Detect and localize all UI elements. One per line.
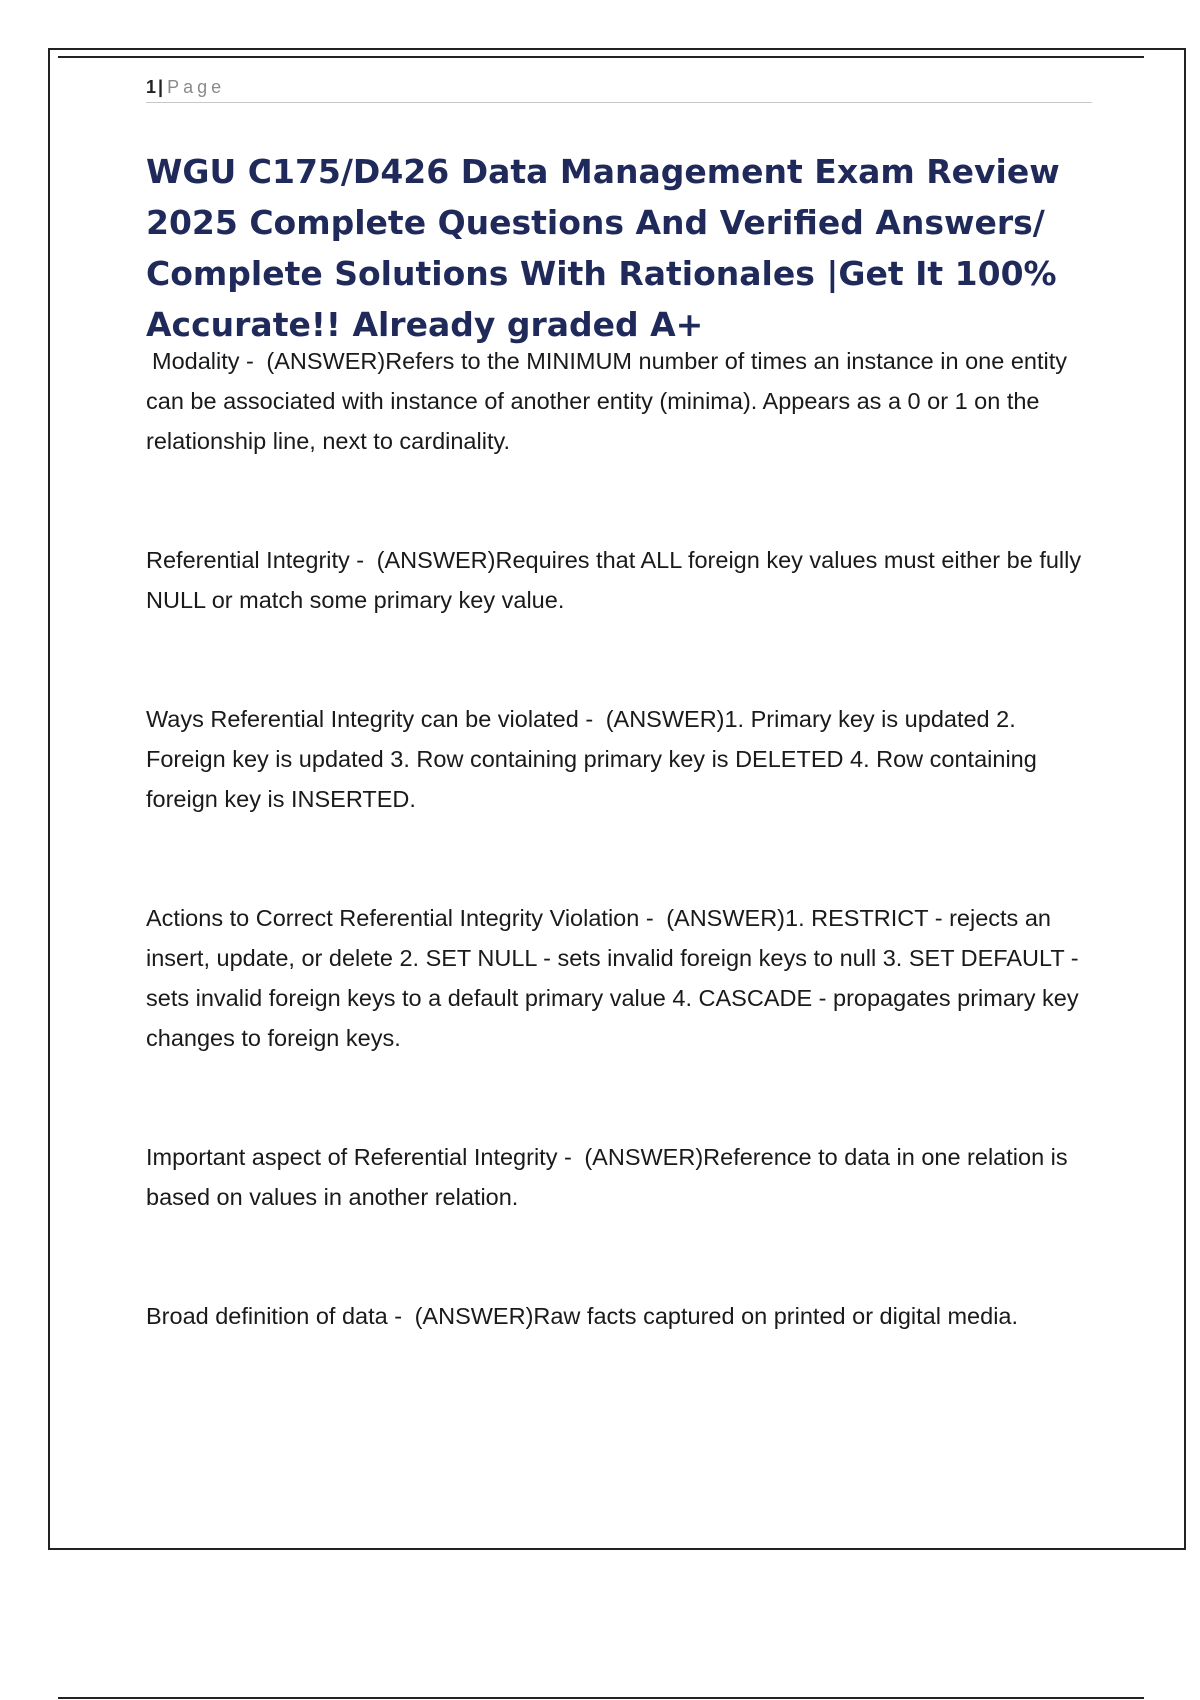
page-separator: | xyxy=(158,77,164,97)
qa-term: Important aspect of Referential Integrity - xyxy=(146,1144,578,1170)
qa-item-ways-violated xyxy=(146,699,1088,819)
qa-term: Referential Integrity - xyxy=(146,547,371,573)
qa-answer: Requires that ALL foreign key values must either be fully NULL or match some primary key value. xyxy=(146,547,1082,613)
qa-answer: 1. Primary key is updated 2. Foreign key is updated 3. Row containing primary key is DELETED 4. Row containing foreign key is INSERTED. xyxy=(146,706,1037,812)
document-title: WGU C175/D426 Data Management Exam Review 2025 Complete Questions And Verified Answers/ Complete Solutions With Rationales |Get It 100% Accurate!! Already graded A+ xyxy=(146,152,1060,344)
qa-term: Ways Referential Integrity can be violated - xyxy=(146,706,600,732)
qa-term: Broad definition of data - xyxy=(146,1303,409,1329)
qa-answer: Refers to the MINIMUM number of times an instance in one entity can be associated with instance of another entity (minima). Appears as a 0 or 1 on the relationship line, next to cardinality. xyxy=(146,348,1067,454)
qa-term: Modality - xyxy=(152,348,260,374)
qa-item-actions-to-correct xyxy=(146,898,1088,1058)
qa-answer: Raw facts captured on printed or digital media. xyxy=(533,1303,1019,1329)
page-header xyxy=(146,76,1092,103)
answer-marker: (ANSWER) xyxy=(414,1303,534,1329)
qa-answer: 1. RESTRICT - rejects an insert, update, or delete 2. SET NULL - sets invalid foreign keys to null 3. SET DEFAULT - sets invalid foreign keys to a default primary value 4. CASCADE - propagates primary key changes to foreign keys. xyxy=(146,905,1079,1051)
qa-item-important-aspect xyxy=(146,1137,1088,1217)
qa-item-modality xyxy=(146,341,1088,461)
answer-marker: (ANSWER) xyxy=(605,706,725,732)
qa-item-referential-integrity xyxy=(146,540,1088,620)
page-label: Page xyxy=(167,77,226,97)
answer-marker: (ANSWER) xyxy=(666,905,785,931)
answer-marker: (ANSWER) xyxy=(376,547,496,573)
qa-item-broad-definition xyxy=(146,1296,1088,1336)
answer-marker: (ANSWER) xyxy=(584,1144,704,1170)
answer-marker: (ANSWER) xyxy=(266,348,386,374)
bottom-rule xyxy=(58,1697,1144,1699)
qa-list xyxy=(146,341,1088,1336)
qa-term: Actions to Correct Referential Integrity Violation - xyxy=(146,905,660,931)
qa-answer: Reference to data in one relation is based on values in another relation. xyxy=(146,1144,1068,1210)
page-number: 1 xyxy=(146,77,157,97)
